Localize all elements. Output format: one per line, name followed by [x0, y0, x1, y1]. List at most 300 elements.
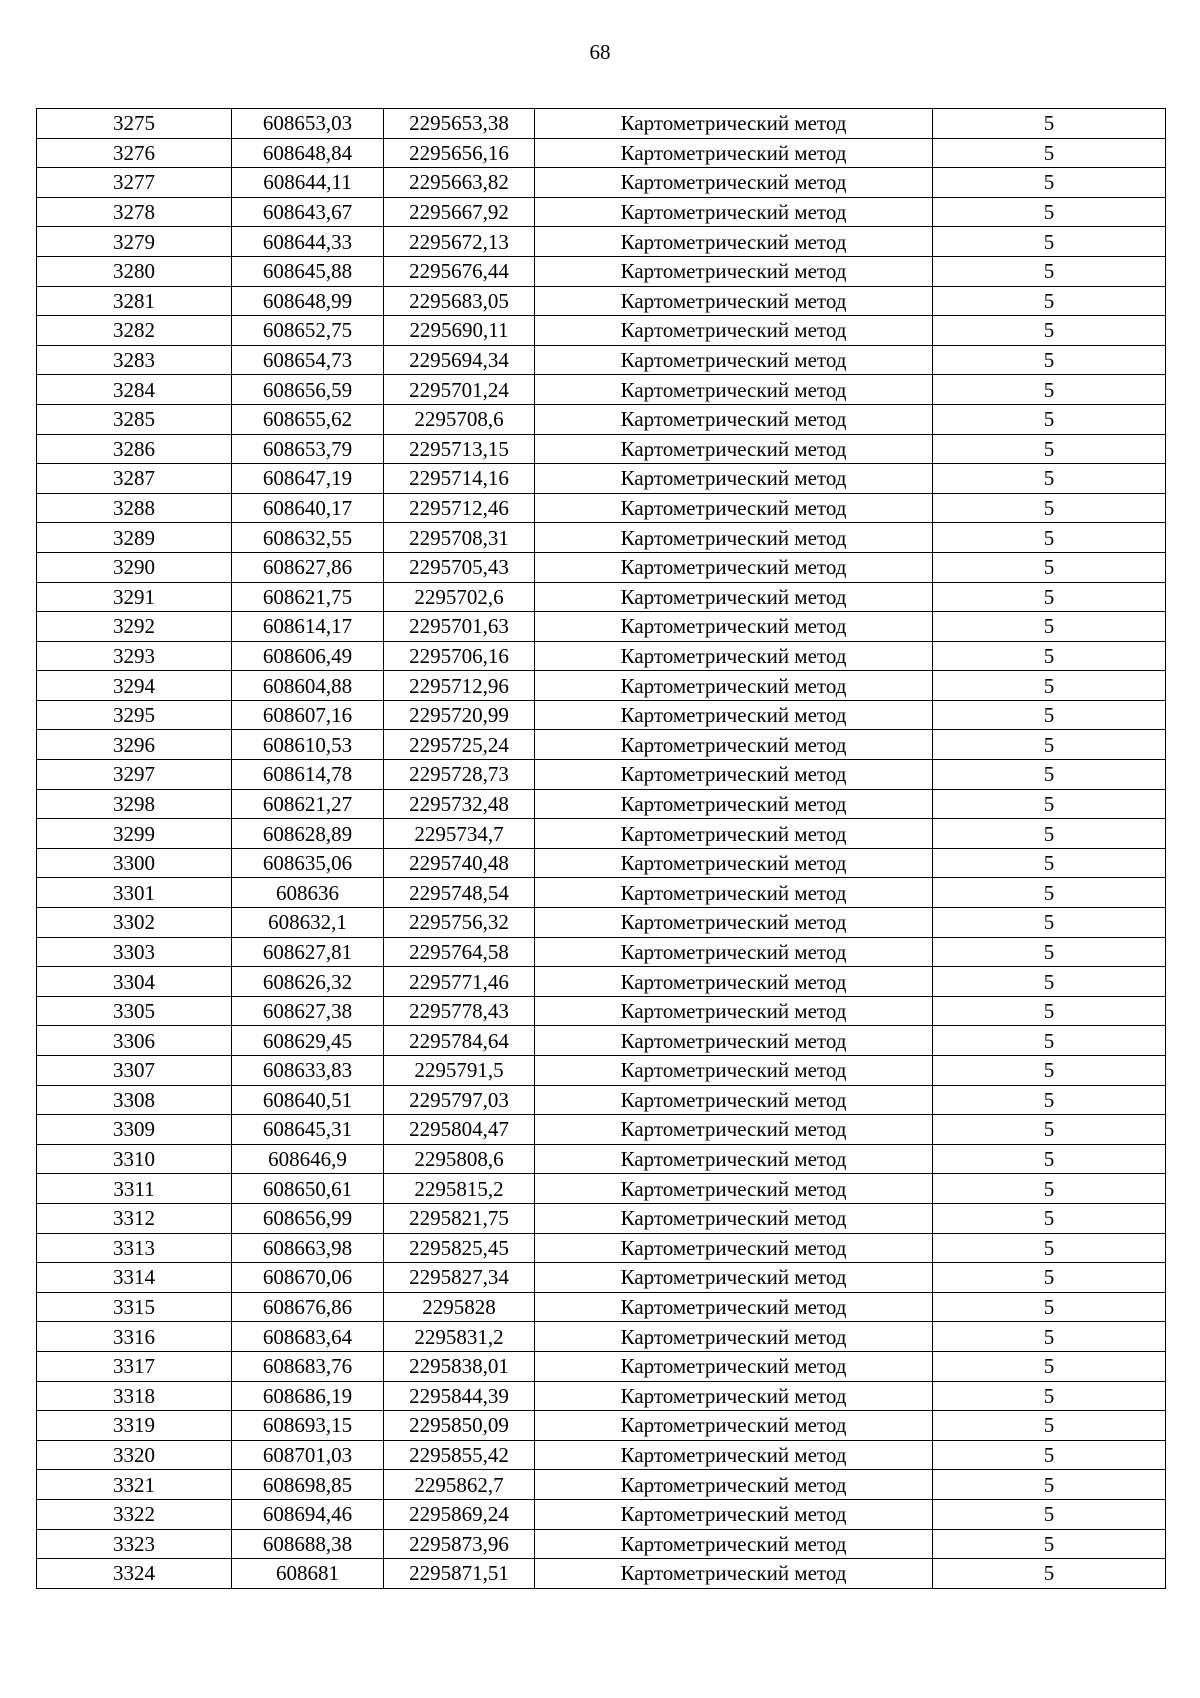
y-coordinate-cell: 2295683,05 — [384, 286, 535, 316]
method-cell: Картометрический метод — [535, 286, 933, 316]
accuracy-cell: 5 — [933, 908, 1166, 938]
x-coordinate-cell: 608656,59 — [232, 375, 384, 405]
table-row — [37, 404, 1166, 434]
y-coordinate-cell: 2295656,16 — [384, 138, 535, 168]
x-coordinate-cell: 608640,51 — [232, 1085, 384, 1115]
accuracy-cell: 5 — [933, 197, 1166, 227]
method-cell: Картометрический метод — [535, 1263, 933, 1293]
point-number-cell: 3276 — [37, 138, 232, 168]
y-coordinate-cell: 2295791,5 — [384, 1056, 535, 1086]
table-row — [37, 1174, 1166, 1204]
y-coordinate-cell: 2295778,43 — [384, 996, 535, 1026]
method-cell: Картометрический метод — [535, 789, 933, 819]
accuracy-cell: 5 — [933, 227, 1166, 257]
x-coordinate-cell: 608606,49 — [232, 641, 384, 671]
table-row — [37, 967, 1166, 997]
y-coordinate-cell: 2295702,6 — [384, 582, 535, 612]
y-coordinate-cell: 2295825,45 — [384, 1233, 535, 1263]
x-coordinate-cell: 608632,1 — [232, 908, 384, 938]
y-coordinate-cell: 2295871,51 — [384, 1559, 535, 1589]
point-number-cell: 3275 — [37, 109, 232, 139]
point-number-cell: 3285 — [37, 404, 232, 434]
y-coordinate-cell: 2295827,34 — [384, 1263, 535, 1293]
y-coordinate-cell: 2295667,92 — [384, 197, 535, 227]
x-coordinate-cell: 608654,73 — [232, 345, 384, 375]
point-number-cell: 3318 — [37, 1381, 232, 1411]
point-number-cell: 3323 — [37, 1529, 232, 1559]
point-number-cell: 3305 — [37, 996, 232, 1026]
y-coordinate-cell: 2295732,48 — [384, 789, 535, 819]
accuracy-cell: 5 — [933, 1499, 1166, 1529]
point-number-cell: 3315 — [37, 1292, 232, 1322]
point-number-cell: 3288 — [37, 493, 232, 523]
y-coordinate-cell: 2295869,24 — [384, 1499, 535, 1529]
table-row — [37, 256, 1166, 286]
accuracy-cell: 5 — [933, 1085, 1166, 1115]
x-coordinate-cell: 608627,38 — [232, 996, 384, 1026]
table-row — [37, 552, 1166, 582]
table-row — [37, 1559, 1166, 1589]
method-cell: Картометрический метод — [535, 730, 933, 760]
x-coordinate-cell: 608632,55 — [232, 523, 384, 553]
method-cell: Картометрический метод — [535, 1529, 933, 1559]
y-coordinate-cell: 2295756,32 — [384, 908, 535, 938]
y-coordinate-cell: 2295694,34 — [384, 345, 535, 375]
y-coordinate-cell: 2295808,6 — [384, 1144, 535, 1174]
accuracy-cell: 5 — [933, 848, 1166, 878]
y-coordinate-cell: 2295706,16 — [384, 641, 535, 671]
x-coordinate-cell: 608636 — [232, 878, 384, 908]
point-number-cell: 3320 — [37, 1440, 232, 1470]
x-coordinate-cell: 608693,15 — [232, 1411, 384, 1441]
point-number-cell: 3280 — [37, 256, 232, 286]
method-cell: Картометрический метод — [535, 967, 933, 997]
point-number-cell: 3303 — [37, 937, 232, 967]
table-row — [37, 1203, 1166, 1233]
method-cell: Картометрический метод — [535, 878, 933, 908]
method-cell: Картометрический метод — [535, 1026, 933, 1056]
x-coordinate-cell: 608683,76 — [232, 1351, 384, 1381]
y-coordinate-cell: 2295672,13 — [384, 227, 535, 257]
x-coordinate-cell: 608627,81 — [232, 937, 384, 967]
x-coordinate-cell: 608626,32 — [232, 967, 384, 997]
point-number-cell: 3304 — [37, 967, 232, 997]
accuracy-cell: 5 — [933, 493, 1166, 523]
method-cell: Картометрический метод — [535, 1440, 933, 1470]
y-coordinate-cell: 2295873,96 — [384, 1529, 535, 1559]
table-row — [37, 523, 1166, 553]
y-coordinate-cell: 2295734,7 — [384, 819, 535, 849]
accuracy-cell: 5 — [933, 1263, 1166, 1293]
method-cell: Картометрический метод — [535, 316, 933, 346]
accuracy-cell: 5 — [933, 523, 1166, 553]
point-number-cell: 3321 — [37, 1470, 232, 1500]
accuracy-cell: 5 — [933, 1411, 1166, 1441]
accuracy-cell: 5 — [933, 996, 1166, 1026]
x-coordinate-cell: 608607,16 — [232, 700, 384, 730]
method-cell: Картометрический метод — [535, 464, 933, 494]
point-number-cell: 3300 — [37, 848, 232, 878]
point-number-cell: 3284 — [37, 375, 232, 405]
table-row — [37, 464, 1166, 494]
method-cell: Картометрический метод — [535, 1470, 933, 1500]
point-number-cell: 3294 — [37, 671, 232, 701]
table-row — [37, 1085, 1166, 1115]
table-row — [37, 109, 1166, 139]
accuracy-cell: 5 — [933, 612, 1166, 642]
x-coordinate-cell: 608640,17 — [232, 493, 384, 523]
method-cell: Картометрический метод — [535, 1203, 933, 1233]
table-row — [37, 345, 1166, 375]
y-coordinate-cell: 2295850,09 — [384, 1411, 535, 1441]
method-cell: Картометрический метод — [535, 641, 933, 671]
accuracy-cell: 5 — [933, 1144, 1166, 1174]
method-cell: Картометрический метод — [535, 493, 933, 523]
accuracy-cell: 5 — [933, 345, 1166, 375]
x-coordinate-cell: 608694,46 — [232, 1499, 384, 1529]
point-number-cell: 3307 — [37, 1056, 232, 1086]
table-row — [37, 700, 1166, 730]
point-number-cell: 3283 — [37, 345, 232, 375]
accuracy-cell: 5 — [933, 1322, 1166, 1352]
table-row — [37, 582, 1166, 612]
y-coordinate-cell: 2295653,38 — [384, 109, 535, 139]
table-row — [37, 1381, 1166, 1411]
method-cell: Картометрический метод — [535, 1233, 933, 1263]
method-cell: Картометрический метод — [535, 404, 933, 434]
x-coordinate-cell: 608627,86 — [232, 552, 384, 582]
x-coordinate-cell: 608614,17 — [232, 612, 384, 642]
y-coordinate-cell: 2295712,96 — [384, 671, 535, 701]
method-cell: Картометрический метод — [535, 345, 933, 375]
point-number-cell: 3277 — [37, 168, 232, 198]
table-row — [37, 848, 1166, 878]
x-coordinate-cell: 608701,03 — [232, 1440, 384, 1470]
accuracy-cell: 5 — [933, 1381, 1166, 1411]
table-row — [37, 1263, 1166, 1293]
method-cell: Картометрический метод — [535, 1559, 933, 1589]
table-row — [37, 493, 1166, 523]
accuracy-cell: 5 — [933, 168, 1166, 198]
table-row — [37, 1322, 1166, 1352]
accuracy-cell: 5 — [933, 1529, 1166, 1559]
x-coordinate-cell: 608698,85 — [232, 1470, 384, 1500]
x-coordinate-cell: 608670,06 — [232, 1263, 384, 1293]
method-cell: Картометрический метод — [535, 612, 933, 642]
y-coordinate-cell: 2295855,42 — [384, 1440, 535, 1470]
table-row — [37, 316, 1166, 346]
method-cell: Картометрический метод — [535, 523, 933, 553]
x-coordinate-cell: 608614,78 — [232, 760, 384, 790]
y-coordinate-cell: 2295771,46 — [384, 967, 535, 997]
point-number-cell: 3298 — [37, 789, 232, 819]
method-cell: Картометрический метод — [535, 819, 933, 849]
table-row — [37, 760, 1166, 790]
y-coordinate-cell: 2295713,15 — [384, 434, 535, 464]
table-row — [37, 138, 1166, 168]
x-coordinate-cell: 608629,45 — [232, 1026, 384, 1056]
table-row — [37, 671, 1166, 701]
x-coordinate-cell: 608604,88 — [232, 671, 384, 701]
x-coordinate-cell: 608644,11 — [232, 168, 384, 198]
method-cell: Картометрический метод — [535, 1144, 933, 1174]
point-number-cell: 3287 — [37, 464, 232, 494]
table-row — [37, 819, 1166, 849]
method-cell: Картометрический метод — [535, 582, 933, 612]
accuracy-cell: 5 — [933, 1056, 1166, 1086]
accuracy-cell: 5 — [933, 789, 1166, 819]
x-coordinate-cell: 608655,62 — [232, 404, 384, 434]
x-coordinate-cell: 608610,53 — [232, 730, 384, 760]
method-cell: Картометрический метод — [535, 227, 933, 257]
y-coordinate-cell: 2295764,58 — [384, 937, 535, 967]
point-number-cell: 3293 — [37, 641, 232, 671]
table-row — [37, 1026, 1166, 1056]
method-cell: Картометрический метод — [535, 700, 933, 730]
x-coordinate-cell: 608621,27 — [232, 789, 384, 819]
x-coordinate-cell: 608652,75 — [232, 316, 384, 346]
accuracy-cell: 5 — [933, 552, 1166, 582]
point-number-cell: 3319 — [37, 1411, 232, 1441]
page-number: 68 — [589, 40, 611, 64]
y-coordinate-cell: 2295831,2 — [384, 1322, 535, 1352]
table-row — [37, 1411, 1166, 1441]
table-row — [37, 227, 1166, 257]
y-coordinate-cell: 2295844,39 — [384, 1381, 535, 1411]
table-row — [37, 434, 1166, 464]
y-coordinate-cell: 2295728,73 — [384, 760, 535, 790]
table-row — [37, 1351, 1166, 1381]
table-row — [37, 1144, 1166, 1174]
y-coordinate-cell: 2295797,03 — [384, 1085, 535, 1115]
y-coordinate-cell: 2295720,99 — [384, 700, 535, 730]
table-row — [37, 1440, 1166, 1470]
method-cell: Картометрический метод — [535, 1174, 933, 1204]
table-row — [37, 1115, 1166, 1145]
point-number-cell: 3299 — [37, 819, 232, 849]
table-row — [37, 168, 1166, 198]
x-coordinate-cell: 608621,75 — [232, 582, 384, 612]
point-number-cell: 3322 — [37, 1499, 232, 1529]
table-row — [37, 908, 1166, 938]
accuracy-cell: 5 — [933, 464, 1166, 494]
table-row — [37, 612, 1166, 642]
y-coordinate-cell: 2295708,31 — [384, 523, 535, 553]
x-coordinate-cell: 608647,19 — [232, 464, 384, 494]
point-number-cell: 3314 — [37, 1263, 232, 1293]
accuracy-cell: 5 — [933, 256, 1166, 286]
point-number-cell: 3302 — [37, 908, 232, 938]
accuracy-cell: 5 — [933, 700, 1166, 730]
accuracy-cell: 5 — [933, 109, 1166, 139]
coordinates-table — [36, 108, 1166, 1589]
x-coordinate-cell: 608646,9 — [232, 1144, 384, 1174]
point-number-cell: 3292 — [37, 612, 232, 642]
method-cell: Картометрический метод — [535, 848, 933, 878]
method-cell: Картометрический метод — [535, 1499, 933, 1529]
x-coordinate-cell: 608681 — [232, 1559, 384, 1589]
method-cell: Картометрический метод — [535, 138, 933, 168]
y-coordinate-cell: 2295712,46 — [384, 493, 535, 523]
method-cell: Картометрический метод — [535, 1381, 933, 1411]
table-row — [37, 789, 1166, 819]
table-row — [37, 197, 1166, 227]
point-number-cell: 3291 — [37, 582, 232, 612]
method-cell: Картометрический метод — [535, 760, 933, 790]
accuracy-cell: 5 — [933, 671, 1166, 701]
point-number-cell: 3310 — [37, 1144, 232, 1174]
accuracy-cell: 5 — [933, 434, 1166, 464]
method-cell: Картометрический метод — [535, 908, 933, 938]
x-coordinate-cell: 608688,38 — [232, 1529, 384, 1559]
x-coordinate-cell: 608676,86 — [232, 1292, 384, 1322]
point-number-cell: 3311 — [37, 1174, 232, 1204]
method-cell: Картометрический метод — [535, 996, 933, 1026]
accuracy-cell: 5 — [933, 1559, 1166, 1589]
accuracy-cell: 5 — [933, 1440, 1166, 1470]
method-cell: Картометрический метод — [535, 1411, 933, 1441]
method-cell: Картометрический метод — [535, 197, 933, 227]
point-number-cell: 3297 — [37, 760, 232, 790]
point-number-cell: 3286 — [37, 434, 232, 464]
y-coordinate-cell: 2295701,63 — [384, 612, 535, 642]
table-row — [37, 286, 1166, 316]
point-number-cell: 3317 — [37, 1351, 232, 1381]
point-number-cell: 3306 — [37, 1026, 232, 1056]
x-coordinate-cell: 608643,67 — [232, 197, 384, 227]
accuracy-cell: 5 — [933, 1203, 1166, 1233]
y-coordinate-cell: 2295725,24 — [384, 730, 535, 760]
point-number-cell: 3301 — [37, 878, 232, 908]
y-coordinate-cell: 2295714,16 — [384, 464, 535, 494]
method-cell: Картометрический метод — [535, 671, 933, 701]
accuracy-cell: 5 — [933, 1351, 1166, 1381]
accuracy-cell: 5 — [933, 1292, 1166, 1322]
method-cell: Картометрический метод — [535, 1292, 933, 1322]
accuracy-cell: 5 — [933, 967, 1166, 997]
point-number-cell: 3289 — [37, 523, 232, 553]
table-row — [37, 1499, 1166, 1529]
y-coordinate-cell: 2295748,54 — [384, 878, 535, 908]
accuracy-cell: 5 — [933, 1115, 1166, 1145]
accuracy-cell: 5 — [933, 316, 1166, 346]
table-row — [37, 937, 1166, 967]
point-number-cell: 3278 — [37, 197, 232, 227]
y-coordinate-cell: 2295663,82 — [384, 168, 535, 198]
point-number-cell: 3281 — [37, 286, 232, 316]
table-row — [37, 1056, 1166, 1086]
y-coordinate-cell: 2295804,47 — [384, 1115, 535, 1145]
accuracy-cell: 5 — [933, 286, 1166, 316]
accuracy-cell: 5 — [933, 404, 1166, 434]
x-coordinate-cell: 608683,64 — [232, 1322, 384, 1352]
point-number-cell: 3279 — [37, 227, 232, 257]
table-row — [37, 730, 1166, 760]
table-row — [37, 1292, 1166, 1322]
accuracy-cell: 5 — [933, 1174, 1166, 1204]
x-coordinate-cell: 608656,99 — [232, 1203, 384, 1233]
x-coordinate-cell: 608628,89 — [232, 819, 384, 849]
x-coordinate-cell: 608645,31 — [232, 1115, 384, 1145]
method-cell: Картометрический метод — [535, 552, 933, 582]
x-coordinate-cell: 608650,61 — [232, 1174, 384, 1204]
y-coordinate-cell: 2295862,7 — [384, 1470, 535, 1500]
method-cell: Картометрический метод — [535, 937, 933, 967]
accuracy-cell: 5 — [933, 375, 1166, 405]
accuracy-cell: 5 — [933, 641, 1166, 671]
point-number-cell: 3312 — [37, 1203, 232, 1233]
table-row — [37, 375, 1166, 405]
y-coordinate-cell: 2295815,2 — [384, 1174, 535, 1204]
point-number-cell: 3295 — [37, 700, 232, 730]
method-cell: Картометрический метод — [535, 1322, 933, 1352]
y-coordinate-cell: 2295838,01 — [384, 1351, 535, 1381]
x-coordinate-cell: 608648,84 — [232, 138, 384, 168]
point-number-cell: 3309 — [37, 1115, 232, 1145]
accuracy-cell: 5 — [933, 760, 1166, 790]
table-row — [37, 1470, 1166, 1500]
accuracy-cell: 5 — [933, 878, 1166, 908]
method-cell: Картометрический метод — [535, 1115, 933, 1145]
accuracy-cell: 5 — [933, 582, 1166, 612]
x-coordinate-cell: 608644,33 — [232, 227, 384, 257]
accuracy-cell: 5 — [933, 1470, 1166, 1500]
accuracy-cell: 5 — [933, 138, 1166, 168]
y-coordinate-cell: 2295701,24 — [384, 375, 535, 405]
method-cell: Картометрический метод — [535, 256, 933, 286]
point-number-cell: 3290 — [37, 552, 232, 582]
method-cell: Картометрический метод — [535, 168, 933, 198]
method-cell: Картометрический метод — [535, 375, 933, 405]
point-number-cell: 3316 — [37, 1322, 232, 1352]
method-cell: Картометрический метод — [535, 109, 933, 139]
table-row — [37, 996, 1166, 1026]
x-coordinate-cell: 608686,19 — [232, 1381, 384, 1411]
x-coordinate-cell: 608648,99 — [232, 286, 384, 316]
x-coordinate-cell: 608645,88 — [232, 256, 384, 286]
point-number-cell: 3313 — [37, 1233, 232, 1263]
y-coordinate-cell: 2295740,48 — [384, 848, 535, 878]
y-coordinate-cell: 2295784,64 — [384, 1026, 535, 1056]
x-coordinate-cell: 608633,83 — [232, 1056, 384, 1086]
accuracy-cell: 5 — [933, 1233, 1166, 1263]
point-number-cell: 3296 — [37, 730, 232, 760]
table-row — [37, 878, 1166, 908]
accuracy-cell: 5 — [933, 1026, 1166, 1056]
x-coordinate-cell: 608653,03 — [232, 109, 384, 139]
x-coordinate-cell: 608635,06 — [232, 848, 384, 878]
y-coordinate-cell: 2295708,6 — [384, 404, 535, 434]
method-cell: Картометрический метод — [535, 434, 933, 464]
point-number-cell: 3282 — [37, 316, 232, 346]
point-number-cell: 3308 — [37, 1085, 232, 1115]
x-coordinate-cell: 608663,98 — [232, 1233, 384, 1263]
table-row — [37, 641, 1166, 671]
y-coordinate-cell: 2295705,43 — [384, 552, 535, 582]
method-cell: Картометрический метод — [535, 1351, 933, 1381]
table-row — [37, 1529, 1166, 1559]
accuracy-cell: 5 — [933, 819, 1166, 849]
x-coordinate-cell: 608653,79 — [232, 434, 384, 464]
y-coordinate-cell: 2295690,11 — [384, 316, 535, 346]
point-number-cell: 3324 — [37, 1559, 232, 1589]
method-cell: Картометрический метод — [535, 1056, 933, 1086]
coordinates-table-body — [37, 109, 1166, 1589]
accuracy-cell: 5 — [933, 937, 1166, 967]
method-cell: Картометрический метод — [535, 1085, 933, 1115]
y-coordinate-cell: 2295828 — [384, 1292, 535, 1322]
table-row — [37, 1233, 1166, 1263]
